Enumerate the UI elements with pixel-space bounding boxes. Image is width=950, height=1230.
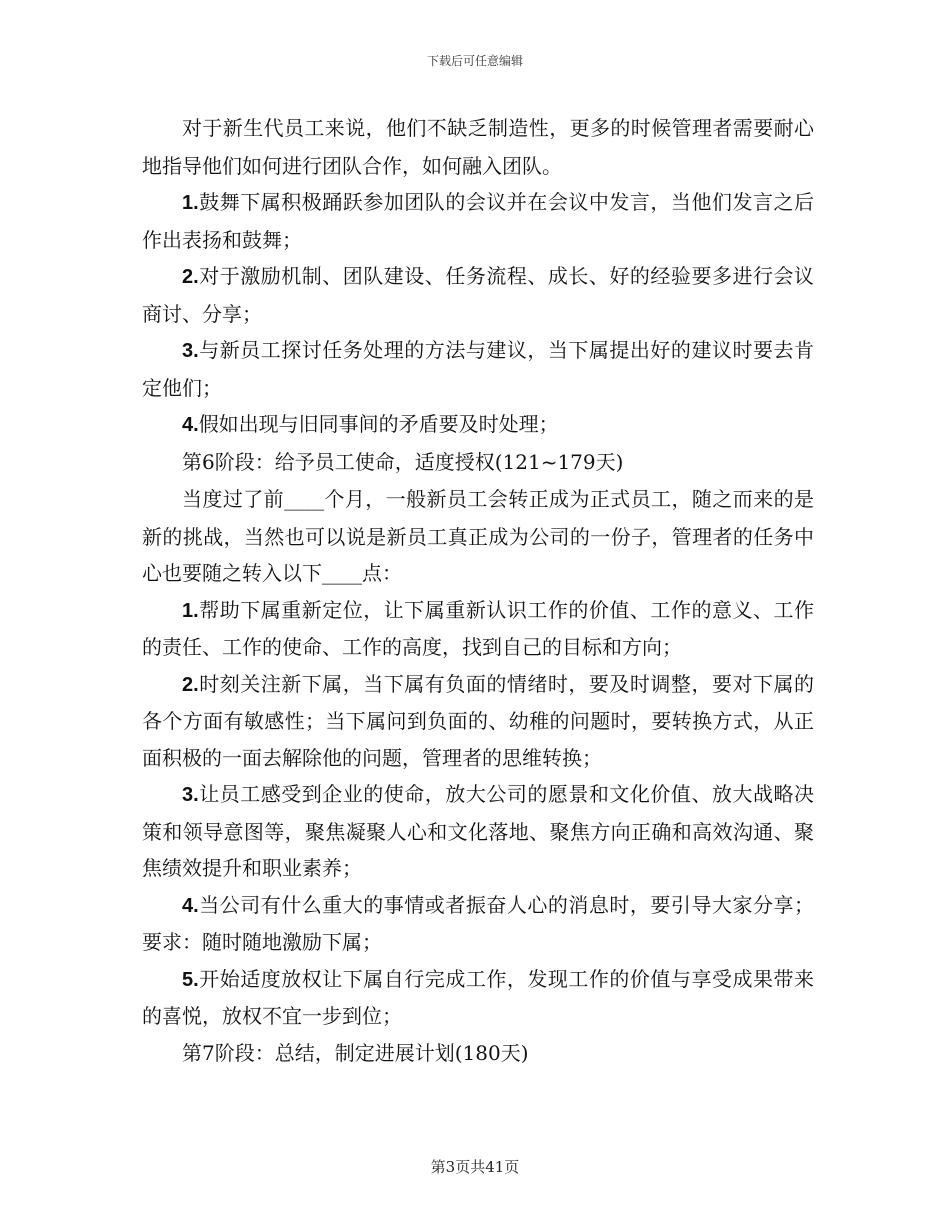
list-item: 2.时刻关注新下属，当下属有负面的情绪时，要及时调整，要对下属的各个方面有敏感性；当下属问到负面的、幼稚的问题时，要转换方式，从正面积极的一面去解除他的问题，管理者的思维转换； (142, 671, 814, 770)
page-footer: 第3页共41页 (430, 1158, 520, 1176)
list-item: 2.对于激励机制、团队建设、任务流程、成长、好的经验要多进行会议商讨、分享； (142, 264, 814, 326)
list-number: 4. (182, 894, 199, 917)
list-number: 3. (182, 784, 199, 806)
section-heading: 第7阶段：总结，制定进展计划(180天) (182, 1040, 529, 1065)
paragraph: 当度过了前____个月，一般新员工会转正成为正式员工，随之而来的是新的挑战，当然也可以说是新员工真正成为公司的一份子，管理者的任务中心也要随之转入以下____点： (142, 487, 814, 585)
list-item: 5.开始适度放权让下属自行完成工作，发现工作的价值与享受成果带来的喜悦，放权不宜一步到位； (142, 966, 814, 1028)
list-number: 1. (182, 192, 199, 214)
list-number: 2. (182, 673, 199, 696)
section-heading: 第6阶段：给予员工使命，适度授权(121~179天) (182, 449, 624, 474)
paragraph: 对于新生代员工来说，他们不缺乏制造性，更多的时候管理者需要耐心地指导他们如何进行团队合作，如何融入团队。 (142, 116, 814, 178)
list-number: 2. (182, 266, 199, 288)
list-number: 1. (182, 599, 199, 622)
list-number: 5. (182, 968, 199, 991)
list-item: 3.与新员工探讨任务处理的方法与建议，当下属提出好的建议时要去肯定他们； (142, 338, 814, 400)
document-body (142, 110, 814, 1072)
page-header: 下载后可任意编辑 (426, 54, 523, 68)
list-item: 3.让员工感受到企业的使命，放大公司的愿景和文化价值、放大战略决策和领导意图等，聚焦凝聚人心和文化落地、聚焦方向正确和高效沟通、聚焦绩效提升和职业素养； (142, 782, 814, 880)
list-number: 3. (182, 340, 199, 362)
list-item: 1.帮助下属重新定位，让下属重新认识工作的价值、工作的意义、工作的责任、工作的使命、工作的高度，找到自己的目标和方向； (142, 597, 814, 659)
list-item: 1.鼓舞下属积极踊跃参加团队的会议并在会议中发言，当他们发言之后作出表扬和鼓舞； (142, 190, 814, 252)
list-number: 4. (182, 414, 199, 436)
list-item: 4.假如出现与旧同事间的矛盾要及时处理； (182, 412, 559, 436)
list-item: 4.当公司有什么重大的事情或者振奋人心的消息时，要引导大家分享；要求：随时随地激励下属； (142, 892, 814, 954)
